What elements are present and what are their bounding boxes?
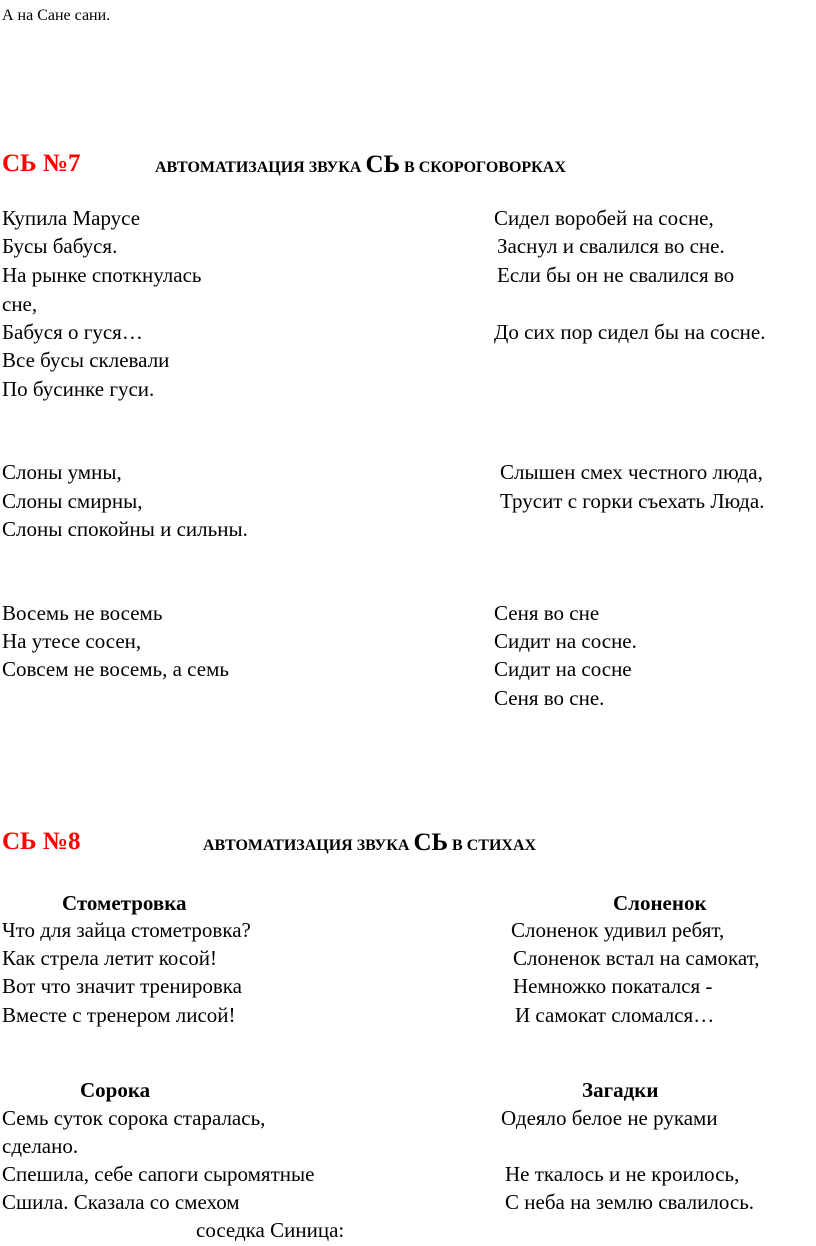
s7-right-line: Сеня во сне.: [494, 686, 605, 710]
s7-right-line: Сидел воробей на сосне,: [494, 206, 714, 230]
top-line: А на Сане сани.: [2, 7, 111, 24]
section8-heading-post: В СТИХАХ: [448, 837, 537, 854]
s8-left-line: Что для зайца стометровка?: [2, 918, 251, 942]
s7-left-line: Все бусы склевали: [2, 348, 170, 372]
s8-left-line: сделано.: [2, 1134, 79, 1158]
s8-right-line: Не ткалось и не кроилось,: [505, 1162, 740, 1186]
s7-left-line: Слоны спокойны и сильны.: [2, 517, 248, 541]
s7-right-line: Заснул и свалился во сне.: [497, 234, 725, 258]
s8-left-line: соседка Синица:: [196, 1218, 345, 1242]
s7-left-line: На утесе сосен,: [2, 629, 142, 653]
section7-heading: [155, 153, 566, 180]
section8-code: СЬ №8: [2, 828, 81, 855]
s7-right-line: Трусит с горки съехать Люда.: [500, 489, 765, 513]
s7-right-line: Слышен смех честного люда,: [500, 460, 763, 484]
section7-heading-post: В СКОРОГОВОРКАХ: [400, 159, 566, 176]
poem-title: Стометровка: [62, 891, 187, 915]
s8-left-line: Спешила, себе сапоги сыромятные: [2, 1162, 315, 1186]
s8-left-line: Вот что значит тренировка: [2, 974, 242, 998]
s7-right-line: Сеня во сне: [494, 601, 600, 625]
s7-left-line: Восемь не восемь: [2, 601, 163, 625]
s7-left-line: Бусы бабуся.: [2, 234, 118, 258]
poem-title: Сорока: [80, 1078, 151, 1102]
s8-left-line: Как стрела летит косой!: [2, 946, 217, 970]
section8-heading-big: СЬ: [413, 829, 449, 856]
s7-left-line: По бусинке гуси.: [2, 377, 155, 401]
poem-title: Слоненок: [613, 891, 707, 915]
s7-left-line: сне,: [2, 292, 38, 316]
s8-right-line: Немножко покатался -: [513, 974, 713, 998]
s7-left-line: Купила Марусе: [2, 206, 141, 230]
s7-left-line: Бабуся о гуся…: [2, 320, 143, 344]
s8-right-line: И самокат сломался…: [515, 1003, 715, 1027]
s7-left-line: Совсем не восемь, а семь: [2, 657, 229, 681]
s8-left-line: Вместе с тренером лисой!: [2, 1003, 236, 1027]
section7-heading-pre: АВТОМАТИЗАЦИЯ ЗВУКА: [155, 159, 366, 176]
s7-left-line: Слоны смирны,: [2, 489, 143, 513]
s7-right-line: Если бы он не свалился во: [497, 263, 735, 287]
s8-right-line: Слоненок удивил ребят,: [511, 918, 725, 942]
s8-left-line: Сшила. Сказала со смехом: [2, 1190, 240, 1214]
s8-right-line: С неба на землю свалилось.: [505, 1190, 755, 1214]
s7-left-line: Слоны умны,: [2, 460, 122, 484]
s7-left-line: На рынке споткнулась: [2, 263, 202, 287]
s7-right-line: Сидит на сосне.: [494, 629, 637, 653]
s7-right-line: Сидит на сосне: [494, 657, 632, 681]
section8-heading-pre: АВТОМАТИЗАЦИЯ ЗВУКА: [203, 837, 414, 854]
section7-code: СЬ №7: [2, 150, 81, 177]
s7-right-line: До сих пор сидел бы на сосне.: [494, 320, 766, 344]
s8-right-line: Одеяло белое не руками: [501, 1106, 718, 1130]
poem-title: Загадки: [582, 1078, 659, 1102]
s8-right-line: Слоненок встал на самокат,: [513, 946, 760, 970]
s8-left-line: Семь суток сорока старалась,: [2, 1106, 266, 1130]
section7-heading-big: СЬ: [365, 151, 401, 178]
section8-heading: [203, 831, 536, 858]
